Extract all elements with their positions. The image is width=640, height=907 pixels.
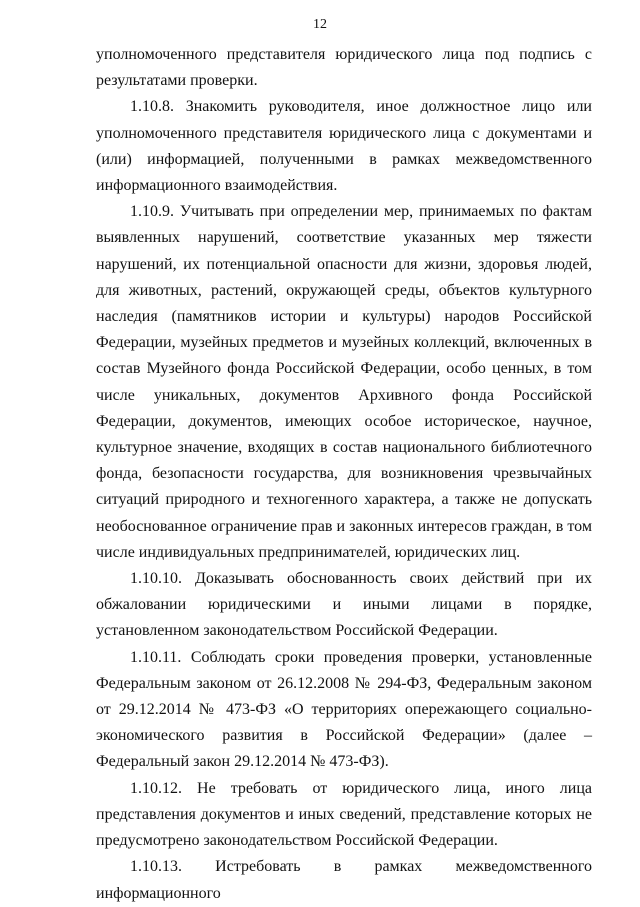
paragraph-continuation: уполномоченного представителя юридического лица под подпись с результатами проверки. (96, 46, 592, 90)
page-number: 12 (313, 17, 327, 32)
paragraph-1-10-8: 1.10.8. Знакомить руководителя, иное должностное лицо или уполномоченного представителя юридического лица с документами и (или) информацией, полученными в рамках межведомственного информационного взаимодействия. (96, 98, 592, 195)
document-body (96, 42, 592, 907)
paragraph-1-10-11: 1.10.11. Соблюдать сроки проведения проверки, установленные Федеральным законом от 26.12.2008 № 294-ФЗ, Федеральным законом от 29.12.2014 № 473-ФЗ «О территориях опережающего социально-экономического развития в Российской Федерации» (далее – Федеральный закон 29.12.2014 № 473-ФЗ). (96, 648, 592, 771)
paragraph-1-10-9: 1.10.9. Учитывать при определении мер, принимаемых по фактам выявленных нарушений, соответствие указанных мер тяжести нарушений, их потенциальной опасности для жизни, здоровья людей, для животных, растений, окружающей среды, объектов культурного наследия (памятников истории и культуры) народов Российской Федерации, музейных предметов и музейных коллекций, включенных в состав Музейного фонда Российской Федерации, особо ценных, в том числе уникальных, документов Архивного фонда Российской Федерации, документов, имеющих особое историческое, научное, культурное значение, входящих в состав национального библиотечного фонда, безопасности государства, для возникновения чрезвычайных ситуаций природного и техногенного характера, а также не допускать необоснованное ограничение прав и законных интересов граждан, в том числе индивидуальных предпринимателей, юридических лиц. (96, 203, 592, 561)
paragraph-1-10-10: 1.10.10. Доказывать обоснованность своих действий при их обжаловании юридическими и иными лицами в порядке, установленном законодательством Российской Федерации. (96, 570, 592, 640)
paragraph-1-10-13: 1.10.13. Истребовать в рамках межведомственного информационного (96, 858, 592, 902)
paragraph-1-10-12: 1.10.12. Не требовать от юридического лица, иного лица представления документов и иных сведений, представление которых не предусмотрено законодательством Российской Федерации. (96, 779, 592, 850)
